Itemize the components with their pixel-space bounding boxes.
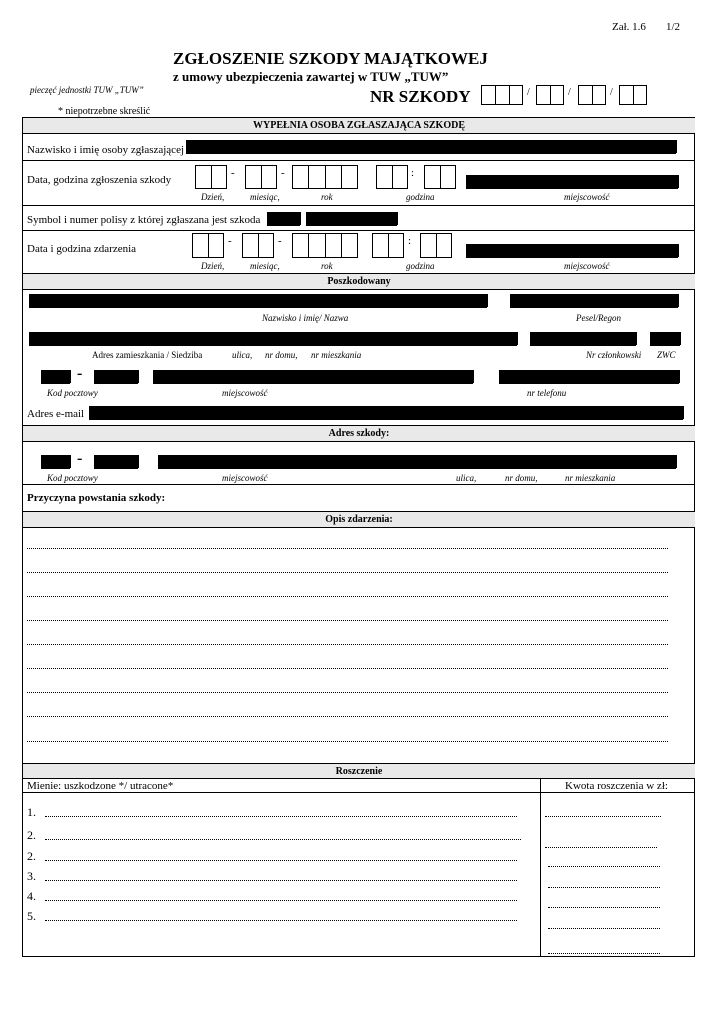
amount-label: Kwota roszczenia w zł: (565, 780, 668, 792)
email-field[interactable] (89, 406, 683, 420)
caption-flat: nr mieszkania (565, 473, 616, 483)
caption-postal: Kod pocztowy (47, 388, 98, 398)
claim-item-number: 5. (27, 909, 36, 923)
description-line[interactable] (27, 741, 668, 742)
slash-sep: / (527, 87, 530, 98)
caption-pesel: Pesel/Regon (576, 313, 621, 323)
caption-city: miejscowość (222, 473, 268, 483)
report-place-field[interactable] (466, 175, 678, 189)
injured-pesel-field[interactable] (510, 294, 678, 308)
form-subtitle: z umowy ubezpieczenia zawartej w TUW „TUW” (173, 69, 449, 84)
description-line[interactable] (27, 620, 668, 621)
caption-injured-name: Nazwisko i imię/ Nazwa (262, 313, 349, 323)
report-date-label: Data, godzina zgłoszenia szkody (27, 174, 172, 186)
claim-item-number: 4. (27, 889, 36, 903)
caption-year: rok (321, 261, 333, 271)
claim-amount-line[interactable] (548, 928, 660, 929)
claim-amount-line[interactable] (548, 866, 660, 867)
claim-item-line[interactable] (45, 920, 517, 921)
injured-postal-1-field[interactable] (41, 370, 70, 384)
caption-place: miejscowość (564, 261, 610, 271)
description-line[interactable] (27, 572, 668, 573)
section-header-description: Opis zdarzenia: (23, 512, 695, 527)
dash-sep: - (228, 235, 232, 247)
dash-sep: - (77, 450, 83, 467)
caption-street: ulica, (456, 473, 477, 483)
claim-item-line[interactable] (45, 816, 517, 817)
claim-item-line[interactable] (45, 839, 521, 840)
description-line[interactable] (27, 548, 668, 549)
colon-sep: : (408, 235, 412, 247)
event-date-label: Data i godzina zdarzenia (27, 243, 137, 255)
description-line[interactable] (27, 596, 668, 597)
caption-phone: nr telefonu (527, 388, 567, 398)
caption-place: miejscowość (564, 192, 610, 202)
section-header-damage-address: Adres szkody: (23, 426, 695, 441)
caption-street: ulica, (232, 350, 253, 360)
slash-sep: / (568, 87, 571, 98)
caption-house: nr domu, (265, 350, 298, 360)
dash-sep: - (278, 235, 282, 247)
injured-postal-2-field[interactable] (94, 370, 138, 384)
caption-year: rok (321, 192, 333, 202)
claim-item-number: 1. (27, 805, 36, 819)
email-label: Adres e-mail (27, 408, 85, 420)
claim-item-line[interactable] (45, 860, 517, 861)
event-place-field[interactable] (466, 244, 678, 258)
description-line[interactable] (27, 668, 668, 669)
property-label: Mienie: uszkodzone */ utracone* (27, 780, 174, 792)
policy-number-field[interactable] (306, 212, 397, 226)
damage-postal-1-field[interactable] (41, 455, 70, 469)
caption-member: Nr członkowski (586, 350, 642, 360)
injured-address-field[interactable] (29, 332, 517, 346)
cause-label: Przyczyna powstania szkody: (27, 492, 166, 504)
dash-sep: - (231, 167, 235, 179)
colon-sep: : (411, 167, 415, 179)
caption-hour: godzina (406, 261, 435, 271)
claim-amount-line[interactable] (548, 907, 660, 908)
zwc-field[interactable] (650, 332, 680, 346)
claim-amount-line[interactable] (545, 816, 661, 817)
claim-item-line[interactable] (45, 900, 517, 901)
injured-city-field[interactable] (153, 370, 473, 384)
strike-note: * niepotrzebne skreślić (58, 106, 151, 117)
reporter-name-label: Nazwisko i imię osoby zgłaszającej (27, 144, 185, 156)
section-header-reporter: WYPEŁNIA OSOBA ZGŁASZAJĄCA SZKODĘ (23, 118, 695, 133)
page-number: 1/2 (666, 21, 681, 33)
caption-day: Dzień, (201, 192, 225, 202)
caption-hour: godzina (406, 192, 435, 202)
claim-amount-line[interactable] (548, 887, 660, 888)
caption-month: miesiąc, (250, 261, 280, 271)
claim-item-number: 2. (27, 849, 36, 863)
description-line[interactable] (27, 692, 668, 693)
caption-address: Adres zamieszkania / Siedziba (92, 350, 203, 360)
dash-sep: - (77, 365, 83, 382)
claim-item-number: 2. (27, 828, 36, 842)
policy-symbol-field[interactable] (267, 212, 300, 226)
claim-amount-line[interactable] (545, 847, 657, 848)
member-number-field[interactable] (530, 332, 636, 346)
claim-amount-line[interactable] (548, 953, 660, 954)
injured-name-field[interactable] (29, 294, 487, 308)
slash-sep: / (610, 87, 613, 98)
damage-number-box-1[interactable] (481, 85, 523, 105)
caption-house: nr domu, (505, 473, 538, 483)
injured-phone-field[interactable] (499, 370, 679, 384)
form-title: ZGŁOSZENIE SZKODY MAJĄTKOWEJ (173, 49, 488, 68)
caption-city: miejscowość (222, 388, 268, 398)
damage-postal-2-field[interactable] (94, 455, 138, 469)
damage-street-field[interactable] (158, 455, 676, 469)
policy-label: Symbol i numer polisy z której zgłaszana jest szkoda (27, 214, 261, 226)
damage-number-label: NR SZKODY (370, 87, 471, 106)
caption-postal: Kod pocztowy (47, 473, 98, 483)
caption-day: Dzień, (201, 261, 225, 271)
claim-divider (540, 778, 541, 957)
claim-item-line[interactable] (45, 880, 517, 881)
caption-month: miesiąc, (250, 192, 280, 202)
description-line[interactable] (27, 644, 668, 645)
description-line[interactable] (27, 716, 668, 717)
claim-item-number: 3. (27, 869, 36, 883)
section-header-claim: Roszczenie (23, 764, 695, 779)
dash-sep: - (281, 167, 285, 179)
stamp-note: pieczęć jednostki TUW „TUW” (30, 85, 144, 95)
reporter-name-field[interactable] (186, 140, 676, 154)
attachment-number: Zał. 1.6 (612, 21, 646, 33)
section-header-injured: Poszkodowany (23, 274, 695, 289)
caption-zwc: ZWC (657, 350, 676, 360)
caption-flat: nr mieszkania (311, 350, 362, 360)
